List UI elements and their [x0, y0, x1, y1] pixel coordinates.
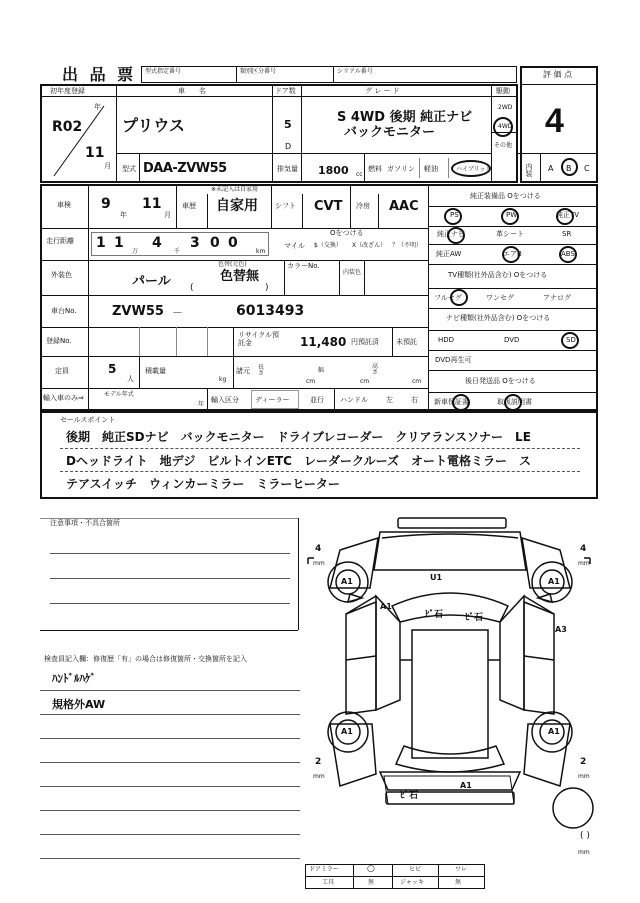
later-warranty-circle: [452, 394, 470, 411]
sales-line2: Dヘッドライト 地デジ ビルトインETC レーダークルーズ オート電格ミラー ス: [66, 454, 531, 468]
tread-fl-unit: mm: [313, 560, 325, 567]
interior-b-circle: [561, 158, 578, 176]
later-warranty: 新車保証書: [434, 398, 469, 406]
tools-label: 工具: [322, 879, 335, 886]
navi-hdd: HDD: [438, 336, 455, 344]
tread-rr-unit: mm: [578, 773, 590, 780]
color-change-value: 色替無: [220, 269, 260, 284]
chassis-label: 車台No.: [51, 307, 77, 315]
mileage-digit-2: 1: [114, 235, 124, 251]
import-class-label: 輸入区分: [211, 396, 239, 404]
category-number-label: 類別区分番号: [240, 68, 277, 75]
tv-analog: アナログ: [543, 294, 571, 302]
jack-label: ジャッキ: [400, 879, 424, 886]
door-mirror-ok: ○: [367, 864, 375, 874]
sales-point-label: セールスポイント: [60, 416, 116, 424]
crack-label: ヒビ: [409, 866, 422, 873]
displacement-label: 排気量: [277, 165, 298, 173]
chassis-model: ZVW55: [112, 304, 164, 319]
equip-abs: ABS: [561, 250, 575, 258]
first-registration-label: 初年度登録: [50, 87, 85, 95]
fuel-diesel: 軽油: [424, 165, 438, 173]
drive-other: その他: [494, 142, 513, 149]
interior-label: 内装: [525, 163, 533, 177]
tv-fullseg-circle: [450, 289, 468, 306]
mileage-digit-3: 4: [152, 235, 162, 251]
history-value: 自家用: [216, 198, 258, 214]
history-label: 車歴: [182, 202, 196, 210]
interior-b: B: [566, 164, 572, 173]
damage-a1-fr: A1: [548, 577, 560, 586]
car-name-label: 車 名: [178, 87, 206, 95]
damage-a1-rl: A1: [341, 727, 353, 736]
score-value: 4: [545, 102, 564, 140]
damage-a1-fl: A1: [341, 577, 353, 586]
later-manual-circle: [504, 394, 522, 411]
drive-2wd: 2WD: [498, 104, 513, 111]
paren-open: (: [190, 283, 194, 293]
drive-label: 駆動: [496, 87, 510, 95]
recycle-unpaid: 未預託: [396, 338, 417, 346]
altered-label: X（改ざん）: [352, 242, 387, 249]
registration-no-label: 登録No.: [46, 337, 72, 345]
broken-label: ワレ: [455, 866, 468, 873]
equip-navi: 純正ナビ: [437, 230, 465, 238]
tools-value: 無: [368, 879, 375, 886]
chassis-number: 6013493: [236, 303, 305, 319]
equip-ps: PS: [450, 211, 459, 219]
ac-label: 冷房: [356, 202, 370, 210]
load-label: 積載量: [145, 367, 166, 375]
damage-chip-1: ﾋﾞ石: [425, 610, 444, 620]
equipment-title: 純正装備品 Oをつける: [470, 192, 541, 200]
equip-navi-circle: [447, 227, 465, 244]
grade-line1: S 4WD 後期 純正ナビ: [337, 110, 473, 125]
color-change-label: 色替(元色): [218, 261, 247, 268]
load-kg: kg: [219, 376, 227, 383]
equip-airbag-circle: [502, 246, 520, 263]
handle-left: 左: [386, 396, 393, 404]
damage-a1-rr: A1: [548, 727, 560, 736]
mileage-man: 万: [132, 248, 139, 255]
mile-label: マイル: [284, 242, 305, 250]
model-code: DAA-ZVW55: [143, 161, 227, 176]
door-count: 5: [284, 118, 292, 131]
drive-4wd: 4WD: [498, 123, 513, 130]
exterior-color-label: 外装色: [51, 271, 72, 279]
cc-unit: cc: [356, 171, 363, 178]
recycle-paid: 円預託済: [351, 338, 379, 346]
mileage-digit-5: 0: [210, 235, 220, 251]
shift-label: シフト: [275, 202, 296, 210]
later-manual: 取扱説明書: [497, 398, 532, 406]
import-label: 輸入車のみ⇒: [43, 394, 84, 402]
dealer-label: ディーラー: [255, 396, 290, 404]
circle-note: Oをつける: [330, 229, 364, 237]
mileage-sen: 千: [174, 248, 181, 255]
sales-line3: テアスイッチ ウィンカーミラー ミラーヒーター: [66, 477, 340, 491]
equip-pw: PW: [506, 211, 518, 219]
equip-tv: 純正TV: [556, 211, 580, 219]
inspection-month: 11: [142, 196, 162, 212]
capacity-unit: 人: [127, 375, 134, 383]
height-label: 高さ: [372, 363, 379, 376]
registration-era: R02: [52, 119, 83, 135]
dvd-playback: DVD再生可: [435, 356, 472, 364]
jack-value: 無: [455, 879, 462, 886]
model-year-label: モデル年式: [104, 391, 134, 398]
shift-value: CVT: [314, 199, 343, 214]
car-damage-diagram: [300, 510, 600, 860]
year-unit: 年: [94, 103, 101, 111]
drive-4wd-circle: [493, 117, 513, 137]
mileage-digit-4: 3: [190, 235, 200, 251]
tv-oneseg: ワンセグ: [486, 294, 514, 302]
interior-a: A: [548, 164, 554, 173]
notes-title: 注意事項・不具合箇所: [50, 519, 120, 527]
tv-fullseg: フルセグ: [434, 294, 462, 302]
damage-a1-rear: A1: [460, 781, 472, 790]
displacement-value: 1800: [318, 164, 349, 177]
damage-a3-fender: A3: [555, 625, 567, 634]
color-number-label: カラーNo.: [287, 262, 320, 270]
mileage-digit-6: 0: [228, 235, 238, 251]
damage-a1-pillar: A1: [380, 602, 392, 611]
exchange-label: $（交換）: [314, 242, 342, 249]
door-count-label: ドア数: [275, 87, 296, 95]
damage-chip-3: ﾋﾞ石: [400, 791, 419, 801]
type-designation-label: 型式指定番号: [145, 68, 182, 75]
damage-chip-2: ﾋﾞ石: [465, 613, 484, 623]
capacity-value: 5: [108, 362, 117, 376]
door-mirror-label: ドアミラー: [309, 866, 339, 873]
inspection-month-unit: 月: [164, 211, 171, 219]
paren-close: ): [265, 283, 269, 293]
equip-sr: SR: [562, 230, 572, 238]
sales-line1: 後期 純正SDナビ バックモニター ドライブレコーダー クリアランスソナー LE: [66, 430, 531, 444]
navi-sd: SD: [566, 336, 576, 344]
mileage-label: 走行距離: [46, 237, 74, 245]
spare-paren: ( ): [580, 831, 590, 841]
grade-line2: バックモニター: [344, 125, 436, 140]
length-label: 長さ: [258, 364, 265, 377]
equip-tv-circle: [556, 208, 574, 225]
inspection-year: 9: [101, 196, 111, 212]
length-cm: cm: [306, 378, 316, 385]
grade-label: グ レ ー ド: [365, 87, 400, 95]
fuel-gasoline: ガソリン: [387, 165, 415, 173]
capacity-label: 定員: [55, 367, 69, 375]
handle-label: ハンドル: [340, 396, 368, 404]
inspector-note: 検査員記入欄：修復歴「有」の場合は修復箇所・交換箇所を記入: [44, 655, 247, 663]
note-entry-2: 規格外AW: [52, 698, 106, 711]
fuel-hybrid: ハイブリッド: [456, 166, 492, 173]
tread-rr: 2: [580, 757, 587, 767]
exterior-color: パール: [132, 274, 171, 289]
door-type: D: [285, 142, 292, 151]
dimension-label: 諸元: [236, 367, 250, 375]
parallel-label: 並行: [310, 396, 324, 404]
inspection-year-unit: 年: [120, 211, 127, 219]
inspection-label: 車検: [57, 201, 71, 209]
equip-airbag: エアB: [503, 250, 522, 258]
header-field-boxes: [141, 66, 517, 83]
history-note: ※未記入は自家用: [211, 186, 259, 193]
ac-value: AAC: [389, 199, 419, 214]
mileage-digit-1: 1: [96, 235, 106, 251]
navi-title: ナビ種類(社外品含む) Oをつける: [446, 314, 551, 322]
page-title: 出 品 票: [62, 65, 137, 84]
interior-c: C: [584, 164, 590, 173]
car-name: プリウス: [122, 116, 185, 135]
equip-pw-circle: [501, 208, 519, 225]
tread-rl: 2: [315, 757, 322, 767]
score-label: 評 価 点: [543, 70, 573, 79]
equip-aw: 純正AW: [436, 250, 462, 258]
note-entry-1: ﾊﾝﾄﾞﾙﾊｹﾞ: [52, 672, 96, 685]
unknown-label: ？（不明）: [392, 242, 423, 249]
model-year-unit: 年: [198, 401, 205, 408]
later-title: 後日発送品 Oをつける: [465, 377, 536, 385]
month-unit: 月: [104, 162, 111, 170]
tread-rl-unit: mm: [313, 773, 325, 780]
tread-fr-unit: mm: [578, 560, 590, 567]
equip-ps-circle: [444, 208, 462, 225]
tv-title: TV種類(社外品含む) Oをつける: [448, 271, 548, 279]
chassis-dash: －: [172, 306, 183, 319]
width-label: 幅: [318, 367, 325, 374]
height-cm: cm: [412, 378, 422, 385]
spare-unit: mm: [578, 849, 590, 856]
serial-number-label: シリアル番号: [337, 68, 373, 75]
equip-abs-circle: [559, 246, 577, 263]
interior-color-label: 内装色: [343, 269, 362, 276]
handle-right: 右: [411, 396, 418, 404]
mileage-km: km: [256, 248, 266, 255]
damage-u1-hood: U1: [430, 573, 443, 582]
recycle-label: リサイクル預託金: [238, 331, 280, 347]
model-label: 型式: [122, 165, 136, 173]
registration-month: 11: [85, 145, 105, 161]
tread-fl: 4: [315, 544, 322, 554]
fuel-label: 燃料: [368, 165, 382, 173]
navi-dvd: DVD: [504, 336, 520, 344]
fuel-hybrid-circle: [451, 160, 491, 177]
navi-sd-circle: [561, 332, 579, 349]
recycle-amount: 11,480: [300, 335, 347, 349]
equip-leather: 革シート: [496, 230, 524, 238]
tread-fr: 4: [580, 544, 587, 554]
width-cm: cm: [360, 378, 370, 385]
